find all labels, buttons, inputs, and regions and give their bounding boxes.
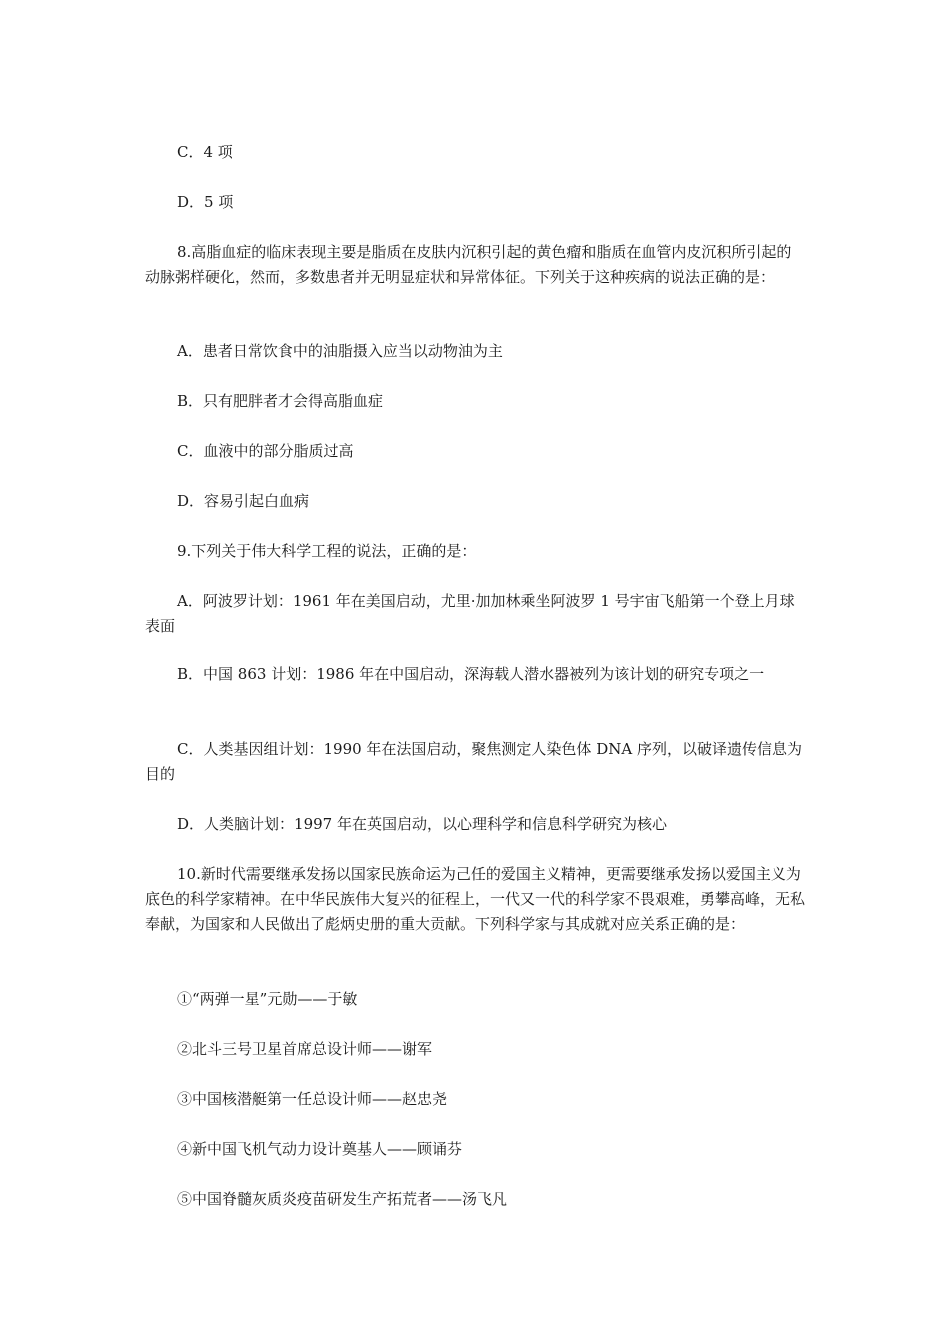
q8-option-b: B．只有肥胖者才会得高脂血症	[177, 392, 384, 410]
q10-stem: 10.新时代需要继承发扬以国家民族命运为己任的爱国主义精神，更需要继承发扬以爱国主义为底色的科学家精神。在中华民族伟大复兴的征程上，一代又一代的科学家不畏艰难，勇攀高峰，无私奉献，为国家和人民做出了彪炳史册的重大贡献。下列科学家与其成就对应关系正确的是：	[145, 865, 806, 933]
q10-item-2: ②北斗三号卫星首席总设计师——谢军	[177, 1040, 433, 1058]
q9-option-c: C．人类基因组计划：1990 年在法国启动，聚焦测定人染色体 DNA 序列，以破译遗传信息为目的	[145, 740, 802, 783]
q10-item-1: ①“两弹一星”元勋——于敏	[177, 990, 358, 1008]
q8-stem: 8.高脂血症的临床表现主要是脂质在皮肤内沉积引起的黄色瘤和脂质在血管内皮沉积所引起的动脉粥样硬化，然而，多数患者并无明显症状和异常体征。下列关于这种疾病的说法正确的是：	[145, 243, 792, 286]
q8-option-c: C．血液中的部分脂质过高	[177, 442, 354, 460]
q9-option-a: A．阿波罗计划：1961 年在美国启动，尤里·加加林乘坐阿波罗 1 号宇宙飞船第一个登上月球表面	[145, 592, 795, 635]
q10-item-3: ③中国核潜艇第一任总设计师——赵忠尧	[177, 1090, 448, 1108]
q9-option-d: D．人类脑计划：1997 年在英国启动，以心理科学和信息科学研究为核心	[177, 815, 667, 833]
q7-option-d: D．5 项	[177, 193, 234, 211]
q8-option-a: A．患者日常饮食中的油脂摄入应当以动物油为主	[177, 342, 503, 360]
q9-option-b: B．中国 863 计划：1986 年在中国启动，深海载人潜水器被列为该计划的研究专项之一	[177, 665, 765, 683]
q10-item-4: ④新中国飞机气动力设计奠基人——顾诵芬	[177, 1140, 463, 1158]
q8-option-d: D．容易引起白血病	[177, 492, 310, 510]
q9-stem: 9.下列关于伟大科学工程的说法，正确的是：	[177, 542, 477, 560]
q10-item-5: ⑤中国脊髓灰质炎疫苗研发生产拓荒者——汤飞凡	[177, 1190, 508, 1208]
q7-option-c: C．4 项	[177, 143, 233, 161]
